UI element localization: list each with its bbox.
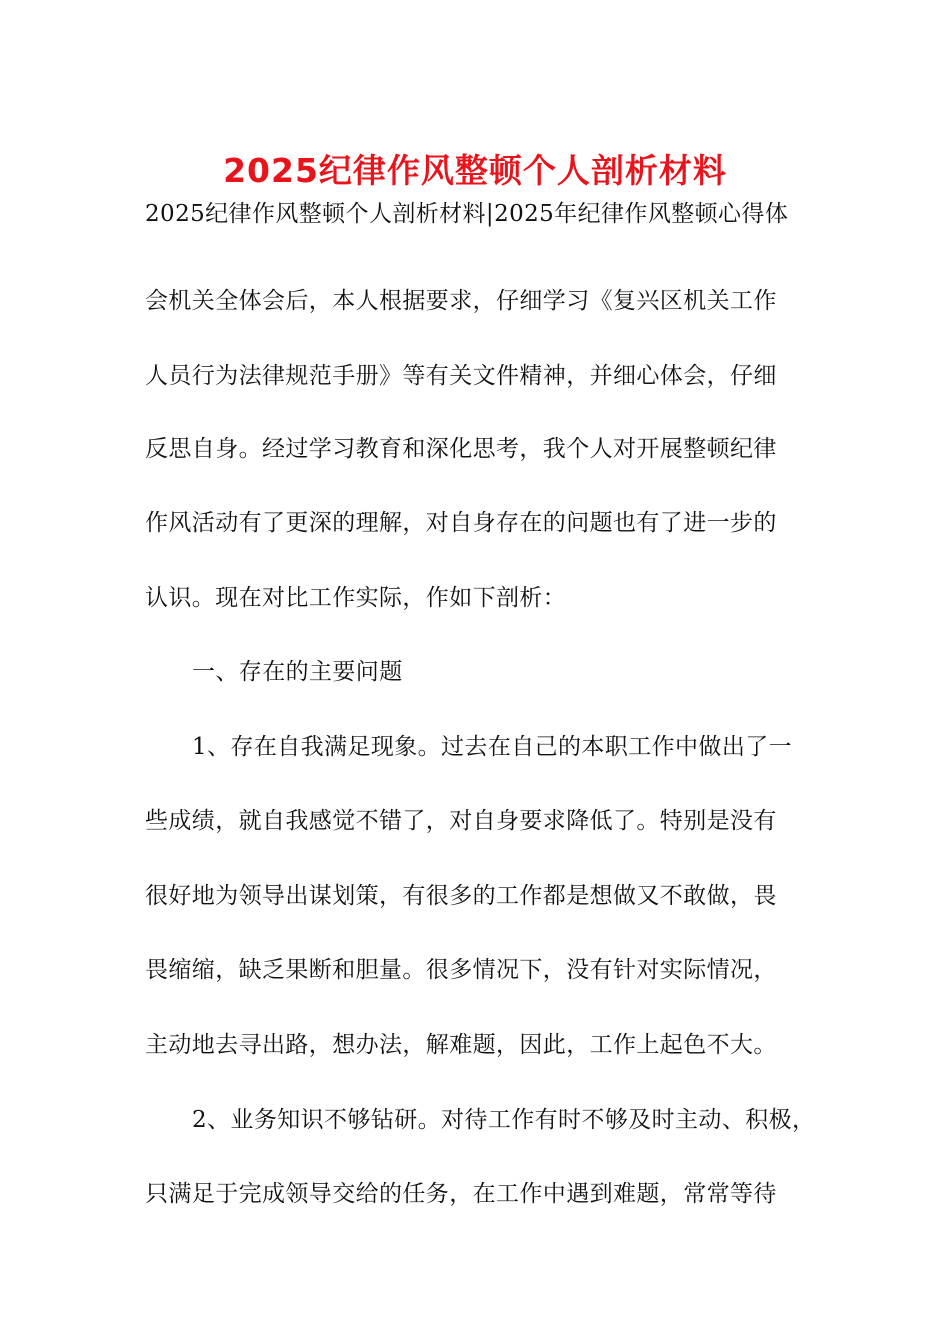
paragraph-line: 会机关全体会后，本人根据要求，仔细学习《复兴区机关工作 [145, 288, 777, 314]
paragraph-line: 1、存在自我满足现象。过去在自己的本职工作中做出了一 [192, 734, 793, 760]
paragraph-line: 只满足于完成领导交给的任务，在工作中遇到难题，常常等待 [145, 1181, 777, 1207]
paragraph-line: 些成绩，就自我感觉不错了，对自身要求降低了。特别是没有 [145, 808, 777, 834]
paragraph-line: 反思自身。经过学习教育和深化思考，我个人对开展整顿纪律 [145, 436, 777, 462]
document-title: 2025纪律作风整顿个人剖析材料 [223, 151, 727, 190]
paragraph-line: 主动地去寻出路，想办法，解难题，因此，工作上起色不大。 [145, 1032, 777, 1058]
paragraph-line: 2、业务知识不够钻研。对待工作有时不够及时主动、积极， [192, 1107, 816, 1133]
paragraph-line: 作风活动有了更深的理解，对自身存在的问题也有了进一步的 [145, 510, 777, 536]
section-heading: 一、存在的主要问题 [192, 659, 403, 685]
paragraph-line: 2025纪律作风整顿个人剖析材料|2025年纪律作风整顿心得体 [145, 201, 789, 227]
paragraph-line: 畏缩缩，缺乏果断和胆量。很多情况下，没有针对实际情况， [145, 957, 777, 983]
paragraph-line: 很好地为领导出谋划策，有很多的工作都是想做又不敢做，畏 [145, 883, 777, 909]
paragraph-line: 人员行为法律规范手册》等有关文件精神，并细心体会，仔细 [145, 363, 777, 389]
paragraph-line: 认识。现在对比工作实际，作如下剖析： [145, 585, 567, 611]
